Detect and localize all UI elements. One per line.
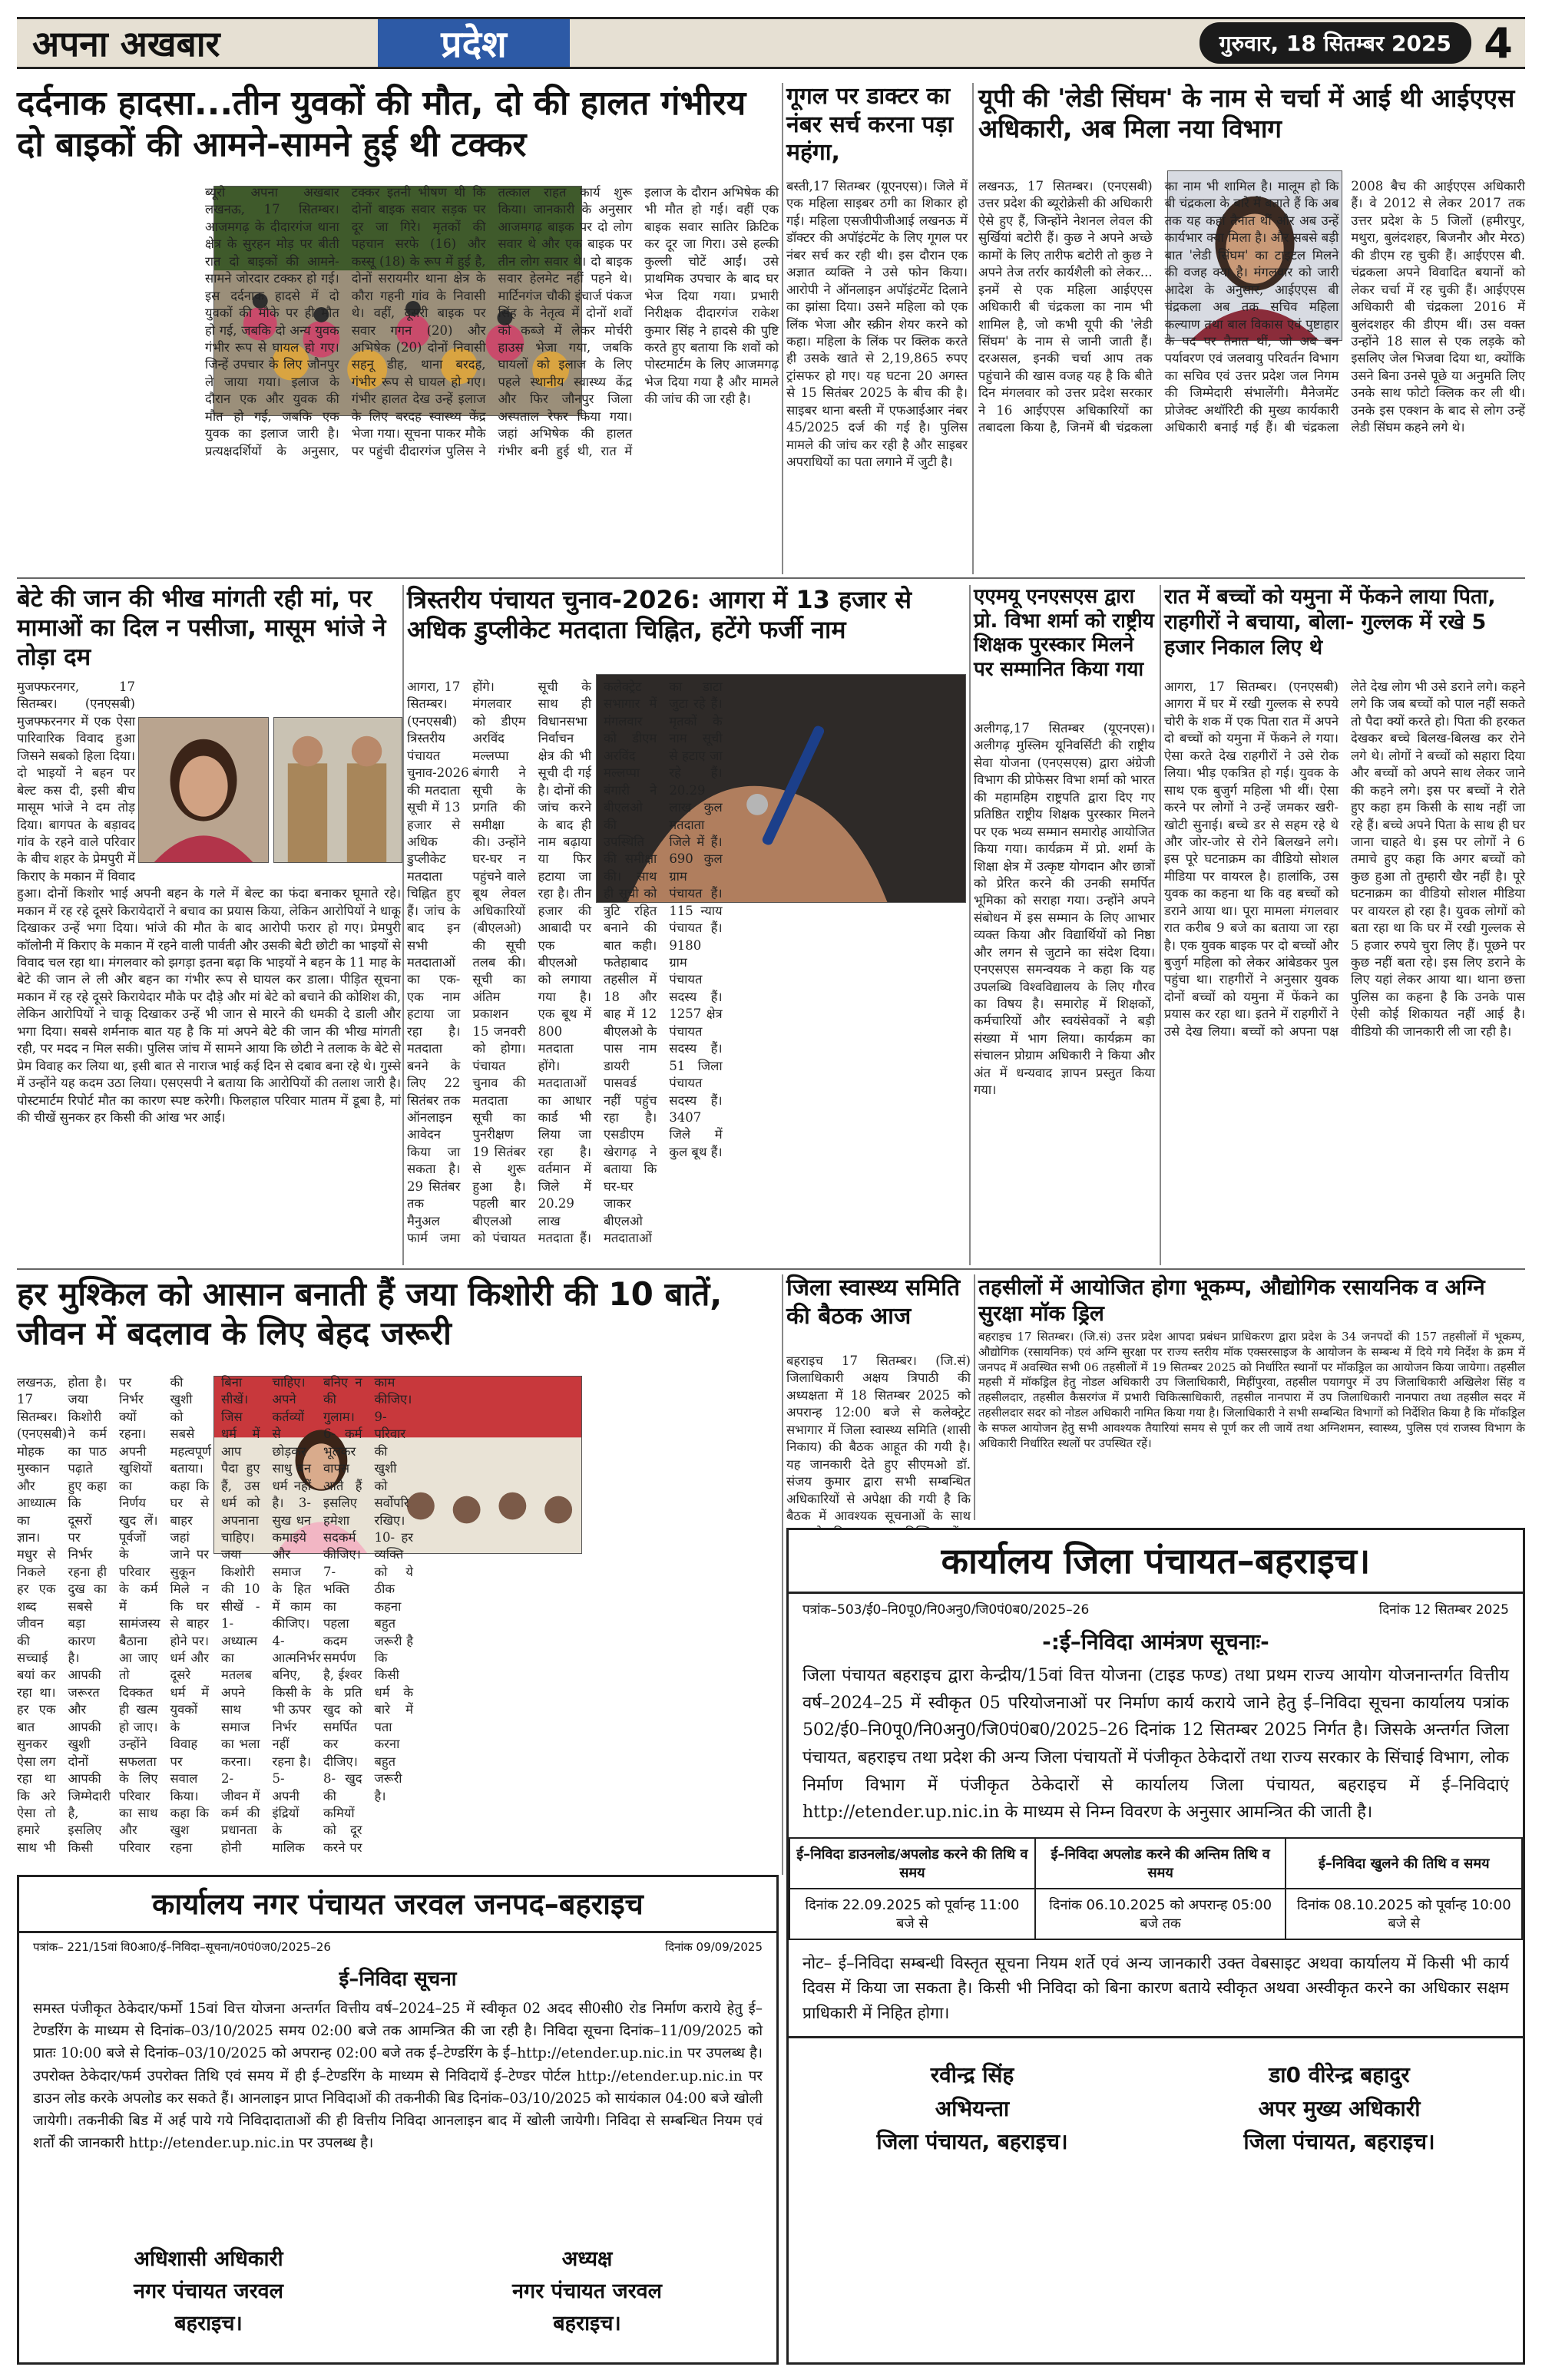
nagar-signatory-1: अधिशासी अधिकारी नगर पंचायत जरवल बहराइच। [134,2247,283,2335]
table-cell: दिनांक 06.10.2025 को अपरान्ह 05:00 बजे तक [1035,1889,1286,1939]
lady-singham-headline: यूपी की 'लेडी सिंघम' के नाम से चर्चा में आई थी आईएएस अधिकारी, अब मिला नया विभाग [978,83,1515,144]
nagar-ad-title: कार्यालय नगर पंचायत जरवल जनपद–बहराइच [19,1877,776,1933]
zila-ad-note: नोट– ई–निविदा सम्बन्धी विस्तृत सूचना नियम शर्ते एवं अन्य जानकारी उक्त वेबसाइट अथवा कार्यालय में किसी भी कार्य दिवस में किया जा सकता है। किसी भी निविदा को बिना कारण बताये स्वीकृत अथवा अस्वीकृत करने का अधिकार सक्षम प्राधिकारी में निहित होगा। [789,1940,1523,2039]
nagar-ad-notice-title: ई–निविदा सूचना [339,1968,457,1991]
kishori-headline: हर मुश्किल को आसान बनाती हैं जया किशोरी की 10 बातें, जीवन में बदलाव के लिए बेहद जरूरी [17,1275,723,1353]
nagar-ad-ref: पत्रांक– 221/15वां वि0आ0/ई–निविदा–सूचना/न0पं0ज0/2025–26 [33,1940,331,1954]
nagar-ad-date: दिनांक 09/09/2025 [665,1940,763,1954]
zila-ad-body: जिला पंचायत बहराइच द्वारा केन्द्रीय/15वां वित्त योजना (टाइड फण्ड) तथा प्रथम राज्य आयोग योजनान्तर्गत वित्तीय वर्ष–2024–25 में स्वीकृत 05 परियोजनाओं पर निर्माण कार्य कराये जाने हेतु ई–निविदा सूचना कार्यालय पत्रांक 502/ई0–नि0पू0/नि0अनु0/जि0पं0ब0/2025–26 दिनांक 12 सितम्बर 2025 निर्गत है। जिसके अन्तर्गत जिला पंचायत, बहराइच तथा प्रदेश की अन्य जिला पंचायतों में पंजीकृत ठेकेदारों तथा राज्य सरकार के सिंचाई विभाग, लोक निर्माण विभाग में पंजीकृत ठेकेदारों से कार्यालय जिला पंचायत, बहराइच में ई–निविदाएं http://etender.up.nic.in के माध्यम से निम्न विवरण के अनुसार आमन्त्रित की जाती है। [802,1666,1509,1823]
tehsil-body: बहराइच 17 सितम्बर। (जि.सं) उत्तर प्रदेश आपदा प्रबंधन प्राधिकरण द्वारा प्रदेश के 34 जनपदों की 157 तहसीलों में भूकम्प, औद्योगिक (रसायनिक) एवं अग्नि सुरक्षा पर राज्य स्तरीय मॉक एक्सरसाइज के आयोजन के सम्बन्ध में दिये गये निर्देश के क्रम में जनपद में अवस्थित सभी 06 तहसीलों में 19 सितम्बर 2025 को निर्धारित स्थानों पर मॉकड्रिल का आयोजन किया जायेगा। तहसील महसी में मॉकड्रिल हेतु नोडल अधिकारी उप जिलाधिकारी, मिहींपुरवा, तहसील पयागपुर में उप जिलाधिकारी अखिलेश सिंह व तहसीलदार, तहसील कैसरगंज में प्रभारी चिकित्साधिकारी, तहसील नानपारा में उप जिलाधिकारी नानपारा तथा तहसील सदर में तहसीलदार सदर को नोडल अधिकारी नामित किया गया है। जिलाधिकारी ने सभी सम्बन्धित विभागों को निर्देशित किया है कि मॉकड्रिल के सफल आयोजन हेतु सभी आवश्यक तैयारियां समय से पूर्ण कर ली जायें तथा अग्निशमन, स्वास्थ्य, पुलिस एवं राजस्व विभाग के अधिकारी निर्धारित स्थलों पर उपस्थित रहें। [978,1330,1525,1450]
kishori-body: लखनऊ, 17 सितम्बर। (एनएसबी) मोहक मुस्कान और आध्यात्म का ज्ञान। मधुर से निकले हर एक शब्द जीवन की सच्चाई बयां कर रहा था। हर एक बात सुनकर ऐसा लग रहा था कि अरे ऐसा तो हमारे साथ भी होता है। जया किशोरी ने कर्म का पाठ पढ़ाते हुए कहा कि दूसरों पर निर्भर रहना ही दुख का सबसे बड़ा कारण है। आपकी जरूरत और आपकी खुशी दोनों आपकी जिम्मेदारी है, इसलिए किसी पर निर्भर क्यों रहना। अपनी खुशियों का निर्णय खुद लें। पूर्वजों के परिवार के कर्म में सामंजस्य बैठाना आ जाए तो दिक्कत ही खत्म हो जाए। उन्होंने सफलता के लिए परिवार का साथ और परिवार की खुशी को सबसे महत्वपूर्ण बताया। कहा कि घर से बाहर जहां जाने पर सुकून मिले न कि घर से बाहर होने पर। धर्म और दूसरे धर्म में युवकों के विवाह पर सवाल किया। कहा कि खुश रहना बिना सीखें। जिस धर्म में आप पैदा हुए हैं, उस धर्म को अपनाना चाहिए। जया किशोरी की 10 सीखें - 1- अध्यात्म का मतलब अपने साथ समाज का भला करना। 2- जीवन में कर्म की प्रधानता होनी चाहिए। अपने कर्तव्यों से छोड़कर साधु बन धर्म नहीं है। 3- सुख धन कमाइये और समाज के हित में काम कीजिए। 4- आत्मनिर्भर बनिए, किसी के भी ऊपर निर्भर नहीं रहना है। 5- अपनी इंद्रियों के मालिक बनिए न की गुलाम। 6- कर्म भूलकर वापस आते हैं इसलिए हमेशा सदकर्म कीजिए। 7- भक्ति का पहला कदम समर्पण है, ईश्वर के प्रति खुद को समर्पित कर दीजिए। 8- खुद की कमियों को दूर करने पर काम कीजिए। 9- परिवार की खुशी को सर्वोपरि रखिए। 10- हर व्यक्ति को ये ठीक कहना बहुत जरूरी है कि किसी धर्म के बारे में पता करना बहुत जरूरी है। [17,1375,413,1855]
zila-ad-schedule-table [789,1837,1523,1940]
zila-signatory-1: रवीन्द्र सिंह अभियन्ता जिला पंचायत, बहराइच। [876,2062,1068,2155]
masthead [17,17,1525,69]
zila-ad-ref: पत्रांक–503/ई0–नि0पू0/नि0अनु0/जि0पं0ब0/2025–26 [802,1602,1090,1618]
tehsil-headline: तहसीलों में आयोजित होगा भूकम्प, औद्योगिक रसायनिक व अग्नि सुरक्षा मॉक ड्रिल [978,1274,1485,1327]
table-cell: दिनांक 22.09.2025 को पूर्वान्ह 11:00 बजे से [789,1889,1035,1939]
nagar-signatory-2: अध्यक्ष नगर पंचायत जरवल बहराइच। [512,2247,662,2335]
children-headline: रात में बच्चों को यमुना में फेंकने लाया पिता, राहगीरों ने बचाया, बोला- गुल्लक में रखे 5 हजार निकाल लिए थे [1164,585,1496,659]
zila-ad-notice-title: -:ई–निविदा आमंत्रण सूचनाः- [1042,1629,1269,1654]
nagar-ad-body: समस्त पंजीकृत ठेकेदार/फर्मो 15वां वित्त योजना अन्तर्गत वित्तीय वर्ष–2024–25 में स्वीकृत 02 अदद सी0सी0 रोड निर्माण कराये हेतु ई–टेण्डरिंग के माध्यम से दिनांक–03/10/2025 समय 02:00 बजे तक आमन्त्रित की जा रही है। निविदा सूचना दिनांक–11/09/2025 को प्रातः 10:00 बजे से दिनांक–03/10/2025 को अपरान्ह 02:00 बजे तक ई–टेण्डरिंग के ई–http://etender.up.nic.in पर उपलब्ध है। उपरोक्त ठेकेदार/फर्म उपरोक्त तिथि एवं समय में ही ई–टेण्डरिंग के माध्यम से निविदायें ई–टेण्डर पोर्टल http://etender.up.nic.in पर डाउन लोड करके अपलोड कर सकते हैं। आनलाइन प्राप्त निविदाओं की तकनीकी बिड दिनांक–03/10/2025 को सायंकाल 04:00 बजे खोली जायेगी। तकनीकी बिड में अर्ह पाये गये निविदादाताओं की ही वित्तीय निविदा आनलाइन बाद में खोली जायेगी। निविदा से सम्बन्धित नियम एवं शर्तों की जानकारी http://etender.up.nic.in पर उपलब्ध है। [33,2001,763,2152]
award-headline: एएमयू एनएसएस द्वारा प्रो. विभा शर्मा को राष्ट्रीय शिक्षक पुरस्कार मिलने पर सम्मानित किया गया [974,585,1154,682]
page-number: 4 [1484,18,1513,68]
bhanja-headline: बेटे की जान की भीख मांगती रही मां, पर मामाओं का दिल न पसीजा, मासूम भांजे ने तोड़ा दम [17,585,386,671]
newspaper-name: अपना अखबार [32,23,220,64]
doctor-headline: गूगल पर डाक्टर का नंबर सर्च करना पड़ा महंगा, [786,83,954,167]
table-header: ई–निविदा डाउनलोड/अपलोड करने की तिथि व समय [789,1838,1035,1889]
zila-signatory-2: डा0 वीरेन्द्र बहादुर अपर मुख्य अधिकारी जिला पंचायत, बहराइच। [1243,2062,1435,2155]
table-header: ई–निविदा खुलने की तिथि व समय [1286,1838,1522,1889]
accident-headline: दर्दनाक हादसा...तीन युवकों की मौत, दो की हालत गंभीरय दो बाइकों की आमने-सामने हुई थी टक्कर [17,84,746,164]
zila-ad-title: कार्यालय जिला पंचायत–बहराइच। [789,1530,1523,1594]
accident-body: ब्यूरो अपना अखबार लखनऊ, 17 सितम्बर। आजमगढ़ के दीदारगंज थाना क्षेत्र के सुरहन मोड़ पर बीती रात दो बाइकों की आमने-सामने जोरदार टक्कर हो गई। इस दर्दनाक हादसे में दो युवकों की मौके पर ही मौत हो गई, जबकि दो अन्य युवक गंभीर रूप से घायल हो गए। जिन्हें उपचार के लिए जौनपुर ले जाया गया। इलाज के दौरान एक और युवक की मौत हो गई, जबकि एक युवक का इलाज जारी है। प्रत्यक्षदर्शियों के अनुसार, टक्कर इतनी भीषण थी कि दोनों बाइक सवार सड़क पर दूर जा गिरे। मृतकों की पहचान सरफे (16) और कस्सू (18) के रूप में हुई है, दोनों सरायमीर थाना क्षेत्र के कौरा गहनी गांव के निवासी थे। वहीं, दूसरी बाइक पर सवार गगन (20) और अभिषेक (20) दोनों निवासी सहनू डीह, थाना बरदह, गंभीर रूप से घायल हो गए। गंभीर हालत देख उन्हें इलाज के लिए बरदह स्वास्थ्य केंद्र भेजा गया। सूचना पाकर मौके पर पहुंची दीदारगंज पुलिस ने तत्काल राहत कार्य शुरू किया। जानकारी के अनुसार आजमगढ़ बाइक पर दो लोग सवार थे और एक बाइक पर तीन लोग सवार थे। दो बाइक सवार हेलमेट नहीं पहने थे। मार्टिनगंज चौकी इंचार्ज पंकज सिंह के नेतृत्व में दोनों शवों को कब्जे में लेकर मोर्चरी हाउस भेजा गया, जबकि घायलों को इलाज के लिए पहले स्थानीय स्वास्थ्य केंद्र और फिर जौनपुर जिला अस्पताल रेफर किया गया। जहां अभिषेक की हालत गंभीर बनी हुई थी, रात में इलाज के दौरान अभिषेक की भी मौत हो गई। वहीं एक बाइक सवार सातिर क्रिटिक कर दूर जा गिरा। उसे हल्की कुल्ली चोटें आईं। उसे प्राथमिक उपचार के बाद घर भेज दिया गया। प्रभारी निरीक्षक दीदारगंज राकेश कुमार सिंह ने हादसे की पुष्टि करते हुए बताया कि शवों को पोस्टमार्टम के लिए आजमगढ़ भेज दिया गया है और मामले की जांच की जा रही है। [205,185,779,458]
doctor-body: बस्ती,17 सितम्बर (यूएनएस)। जिले में एक महिला साइबर ठगी का शिकार हो गई। महिला एसजीपीजीआई लखनऊ में डॉक्टर की अपॉइंटमेंट के लिए गूगल पर नंबर सर्च कर रही थी। इस दौरान एक अज्ञात व्यक्ति ने उसे फोन किया। आरोपी ने ऑनलाइन अपॉइंटमेंट दिलाने का झांसा दिया। उसने महिला को एक लिंक भेजा और स्क्रीन शेयर करने को कहा। महिला के लिंक पर क्लिक करते ही उसके खाते से 2,19,865 रुपए ट्रांसफर हो गए। यह घटना 20 अगस्त से 15 सितंबर 2025 के बीच की है। साइबर थाना बस्ती में एफआईआर नंबर 45/2025 दर्ज की गई है। पुलिस मामले की जांच कर रही है और साइबर अपराधियों का पता लगाने में जुटी है। [786,179,968,469]
zila-panchayat-tender-ad [786,1528,1525,2365]
award-body: अलीगढ़,17 सितम्बर (यूएनएस)। अलीगढ़ मुस्लिम यूनिवर्सिटी की राष्ट्रीय सेवा योजना (एनएसएस) द्वारा अंग्रेजी विभाग की प्रोफेसर विभा शर्मा को भारत की महामहिम राष्ट्रपति द्वारा दिए गए प्रतिष्ठित राष्ट्रीय शिक्षक पुरस्कार मिलने पर एक भव्य सम्मान समारोह आयोजित किया गया। कार्यक्रम में प्रो. शर्मा के शिक्षा क्षेत्र में उत्कृष्ट योगदान और छात्रों को प्रेरित करने की उनकी समर्पित भूमिका को सराहा गया। उन्होंने अपने संबोधन में इस सम्मान के लिए आभार व्यक्त किया और विद्यार्थियों को निष्ठा और लगन से जुटाने का संदेश दिया। एनएसएस समन्वयक ने कहा कि यह उपलब्धि विश्वविद्यालय के लिए गौरव का विषय है। समारोह में शिक्षकों, कर्मचारियों और स्वयंसेवकों ने बड़ी संख्या में भाग लिया। कार्यक्रम का संचालन प्रोग्राम अधिकारी ने किया और अंत में धन्यवाद ज्ञापन प्रस्तुत किया गया। [974,721,1155,1098]
samiti-headline: जिला स्वास्थ्य समिति की बैठक आज [786,1274,961,1330]
zila-ad-date: दिनांक 12 सितम्बर 2025 [1378,1602,1509,1618]
voters-headline: त्रिस्तरीय पंचायत चुनाव-2026: आगरा में 13 हजार से अधिक डुप्लीकेट मतदाता चिह्नित, हटेंगे फर्जी नाम [407,585,912,645]
voters-body: आगरा, 17 सितम्बर। (एनएसबी) त्रिस्तरीय पंचायत चुनाव-2026 की मतदाता सूची में 13 हजार से अधिक डुप्लीकेट मतदाता चिह्नित हुए हैं। जांच के बाद इन सभी मतदाताओं का एक-एक नाम हटाया जा रहा है। मतदाता बनने के लिए 22 सितंबर तक ऑनलाइन आवेदन किया जा सकता है। 29 सितंबर तक मैनुअल फार्म जमा होंगे। मंगलवार को डीएम अरविंद मल्लप्पा बंगारी ने सूची के प्रगति की समीक्षा की। उन्होंने घर-घर न पहुंचने वाले बूथ लेवल अधिकारियों (बीएलओ) की सूची तलब की। सूची का अंतिम प्रकाशन 15 जनवरी को होगा। पंचायत चुनाव की मतदाता सूची का पुनरीक्षण 19 सितंबर से शुरू हुआ है। पहली बार बीएलओ को पंचायत सूची के साथ ही विधानसभा निर्वाचन क्षेत्र की भी सूची दी गई है। दोनों की जांच करने के बाद ही नाम बढ़ाया या फिर हटाया जा रहा है। तीन हजार की आबादी पर एक बीएलओ को लगाया गया है। एक बूथ में 800 मतदाता होंगे। मतदाताओं का आधार कार्ड भी लिया जा रहा है। वर्तमान में जिले में 20.29 लाख मतदाता हैं। कलेक्ट्रेट सभागार में मंगलवार को डीएम अरविंद मल्लप्पा बंगारी ने बीएलओ की उपस्थिति की समीक्षा की। साथ ही सूची को त्रुटि रहित बनाने की बात कही। फतेहाबाद तहसील में 18 और बाह में 12 बीएलओ के पास नाम डायरी पासवर्ड नहीं पहुंच रहा है। एसडीएम खेरागढ़ ने बताया कि घर-घर जाकर बीएलओ मतदाताओं का डाटा जुटा रहे हैं। मृतकों के नाम सूची से हटाए जा रहे हैं। 20.29 लाख कुल मतदाता जिले में हैं। 690 कुल ग्राम पंचायत हैं। 115 न्याय पंचायत हैं। 9180 ग्राम पंचायत सदस्य हैं। 1257 क्षेत्र पंचायत सदस्य हैं। 51 जिला पंचायत सदस्य हैं। 3407 जिले में कुल बूथ हैं। [407,679,723,1245]
table-cell: दिनांक 08.10.2025 को पूर्वान्ह 10:00 बजे से [1286,1889,1522,1939]
issue-date: गुरुवार, 18 सितम्बर 2025 [1200,22,1471,64]
nagar-panchayat-tender-ad [17,1875,779,2365]
bhanja-body: मुजफ्फरनगर, 17 सितम्बर। (एनएसबी) मुजफ्फरनगर में एक ऐसा पारिवारिक विवाद हुआ जिसने सबको हिला दिया। दो भाइयों ने बहन पर बेल्ट कस दी, इसी बीच मासूम भांजे ने दम तोड़ दिया। बागपत के बड़ावद गांव के रहने वाले परिवार के बीच शहर के प्रेमपुरी में किराए के मकान में विवाद हुआ। दोनों किशोर भाई अपनी बहन के गले में बेल्ट का फंदा बनाकर घूमाते रहे। मकान में रह रहे दूसरे किरायेदारों ने बचाव का प्रयास किया, लेकिन आरोपियों ने धाकू दिखाकर उन्हें भगा दिया। भांजे की मौत के बाद आरोपी फरार हो गए। प्रेमपुरी कॉलोनी में किराए के मकान में रहने वाली पार्वती और उसकी बेटी छोटी का भाइयों से विवाद चल रहा था। मंगलवार को झगड़ा इतना बढ़ा कि भाइयों ने बहन के 11 माह के बेटे की जान ले ली और बहन का गंभीर रूप से घायल कर डाला। पीड़ित सूचना मकान में रह रहे दूसरे किरायेदार मौके पर दौड़े और मां बेटे को बचाने की कोशिश की, लेकिन आरोपियों ने चाकू दिखाकर उन्हें भी जान से मारने की धमकी दे डाली और भगा दिया। सबसे शर्मनाक बात यह है कि मां अपने बेटे की जान की भीख मांगती रही, पर मदद न मिल सकी। पुलिस जांच में सामने आया कि छोटी ने तलाक के बेटे से प्रेम विवाह कर लिया था, इसी बात से नाराज भाई कई दिन से दबाव बना रहे थे। गुस्से में उन्होंने यह कदम उठा लिया। एसएसपी ने बताया कि आरोपियों की तलाश जारी है। पोस्टमार्टम रिपोर्ट मौत का कारण स्पष्ट करेगी। फिलहाल परिवार मातम में डूबा है, मां की चीखें सुनकर हर किसी की आंख भर आई। [17,679,401,1125]
table-header: ई–निविदा अपलोड करने की अन्तिम तिथि व समय [1035,1838,1286,1889]
lady-singham-body: लखनऊ, 17 सितम्बर। (एनएसबी) उत्तर प्रदेश की ब्यूरोक्रेसी की अधिकारी ऐसे हुए हैं, जिन्होंने नेशनल लेवल की सुर्खियां बटोरी हैं। कुछ ने अपने अच्छे कामों के लिए तारीफ बटोरी तो कुछ ने अपने तेज तर्रार कार्यशैली को लेकर... इनमें से एक महिला आईएएस अधिकारी बी चंद्रकला का नाम भी शामिल है, जो कभी यूपी की 'लेडी सिंघम' के नाम से जानी जाती हैं। दरअसल, इनकी चर्चा आप तक पहुंचाने की खास वजह यह है कि बीते दिन मंगलवार को उत्तर प्रदेश सरकार ने 16 आईएएस अधिकारियों का तबादला किया है, जिनमें बी चंद्रकला का नाम भी शामिल है। मालूम हो कि बी चंद्रकला के बारे में बताते हैं कि अब तक यह कहां तैनात थीं और अब उन्हें कार्यभार क्या मिला है। और सबसे बड़ी बात 'लेडी सिंघम' का टाइटल मिलने की वजह क्या है। मंगलवार को जारी आदेश के अनुसार, आईएएस बी चंद्रकला अब तक सचिव महिला कल्याण तथा बाल विकास एवं पुष्टाहार के पद पर तैनात थीं, जो अब बन पर्यावरण एवं जलवायु परिवर्तन विभाग का सचिव एवं उत्तर प्रदेश जल निगम की जिम्मेदारी संभालेंगी। मैनेजमेंट प्रोजेक्ट अथॉरिटी की मुख्य कार्यकारी अधिकारी बनाई गई हैं। बी चंद्रकला 2008 बैच की आईएएस अधिकारी हैं। वे 2012 से लेकर 2017 तक उत्तर प्रदेश के 5 जिलों (हमीरपुर, मथुरा, बुलंदशहर, बिजनौर और मेरठ) की डीएम रह चुकी हैं। आईएएस बी. चंद्रकला अपने विवादित बयानों को लेकर चर्चा में रह चुकी हैं। आईएएस अधिकारी बी चंद्रकला 2016 में बुलंदशहर की डीएम थीं। उस वक्त उन्होंने 18 साल से एक लड़के को इसलिए जेल भिजवा दिया था, क्योंकि उसने बिना उनसे पूछे या अनुमति लिए उनके साथ फोटो क्लिक कर ली थी। उनके इस एक्शन के बाद से लोग उन्हें लेडी सिंघम कहने लगे थे। [978,179,1525,435]
children-body: आगरा, 17 सितम्बर। (एनएसबी) आगरा में घर में रखी गुल्लक से रुपये चोरी के शक में एक पिता रात में अपने दो बच्चों को यमुना में फेंकने ले गया। ऐसा करते देख राहगीरों ने उसे रोक लिया। भीड़ एकत्रित हो गई। युवक के साथ एक बुजुर्ग महिला भी थीं। ऐसा करने पर लोगों ने उन्हें जमकर खरी-खोटी सुनाई। बच्चे डर से सहम रहे थे और जोर-जोर से रोने बिलखने लगे। इस पूरे घटनाक्रम का वीडियो सोशल मीडिया पर वायरल है। हालांकि, उस युवक का कहना था कि वह बच्चों को डराने आया था। पूरा मामला मंगलवार रात करीब 9 बजे का बताया जा रहा है। एक युवक बाइक पर दो बच्चों और बुजुर्ग महिला को लेकर आंबेडकर पुल पहुंचा था। राहगीरों ने अनुसार युवक दोनों बच्चों को यमुना में फेंकने का प्रयास कर रहा था। इतने में राहगीरों ने उसे देख लिया। बच्चों को अपना पक्ष लेते देख लोग भी उसे डराने लगे। कहने लगे कि जब बच्चों को पाल नहीं सकते तो पैदा क्यों करते हो। पिता की हरकत देखकर बच्चे बिलख-बिलख कर रोने लगे थे। लोगों ने बच्चों को सहारा दिया और बच्चों को अपने साथ लेकर जाने की कहने लगे। इस पर बच्चों ने रोते हुए कहा हम किसी के साथ नहीं जा रहे हैं। बच्चे अपने पिता के साथ ही घर जाना चाहते थे। इस पर लोगों ने 6 तमाचे हुए कहा कि अगर बच्चों को कुछ हुआ तो तुम्हारी खैर नहीं है। पूरे घटनाक्रम का वीडियो सोशल मीडिया पर वायरल हो रहा है। युवक लोगों को बता रहा था कि घर में रखी गुल्लक से 5 हजार रुपये चुरा लिए हैं। पूछने पर कुछ नहीं बता रहे। इस लिए डराने के लिए यहां लेकर आया था। थाना छत्ता पुलिस का कहना है कि उनके पास ऐसी कोई शिकायत नहीं आई है। वीडियो की जानकारी ली जा रही है। [1164,679,1525,1039]
samiti-body: बहराइच 17 सितम्बर। (जि.सं) जिलाधिकारी अक्षय त्रिपाठी की अध्यक्षता में 18 सितम्बर 2025 को अपरान्ह 12:00 बजे से कलेक्ट्रेट सभागार में जिला स्वास्थ्य समिति (शासी निकाय) की बैठक आहूत की गयी है। यह जानकारी देते हुए सीएमओ डॉ. संजय कुमार द्वारा सभी सम्बन्धित अधिकारियों से अपेक्षा की गयी है कि बैठक में आवश्यक सूचनाओं के साथ [786,1354,971,1523]
section-tag: प्रदेश [378,19,570,67]
